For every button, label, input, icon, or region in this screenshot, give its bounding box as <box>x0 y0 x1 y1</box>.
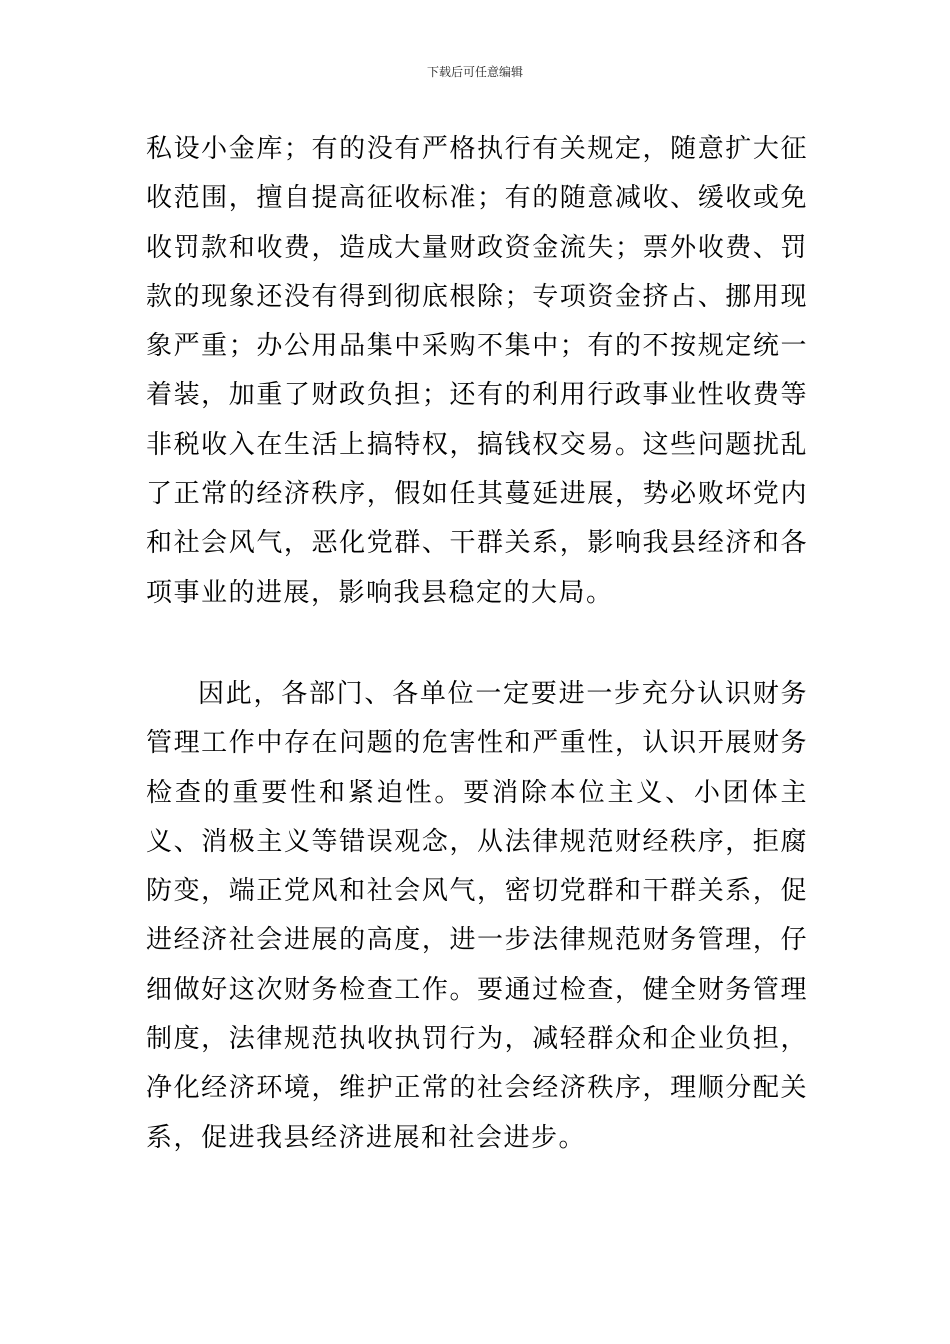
page-header: 下载后可任意编辑 <box>426 65 523 79</box>
paragraph-2: 因此，各部门、各单位一定要进一步充分认识财务管理工作中存在问题的危害性和严重性，认识开展财务检查的重要性和紧迫性。要消除本位主义、小团体主义、消极主义等错误观念，从法律规范财经秩序，拒腐防变，端正党风和社会风气，密切党群和干群关系，促进经济社会进展的高度，进一步法律规范财务管理，仔细做好这次财务检查工作。要通过检查，健全财务管理制度，法律规范执收执罚行为，减轻群众和企业负担，净化经济环境，维护正常的社会经济秩序，理顺分配关系，促进我县经济进展和社会进步。 <box>146 679 808 1153</box>
paragraph-1: 私设小金库；有的没有严格执行有关规定，随意扩大征收范围，擅自提高征收标准；有的随意减收、缓收或免收罚款和收费，造成大量财政资金流失；票外收费、罚款的现象还没有得到彻底根除；专项资金挤占、挪用现象严重；办公用品集中采购不集中；有的不按规定统一着装，加重了财政负担；还有的利用行政事业性收费等非税收入在生活上搞特权，搞钱权交易。这些问题扰乱了正常的经济秩序，假如任其蔓延进展，势必败坏党内和社会风气，恶化党群、干群关系，影响我县经济和各项事业的进展，影响我县稳定的大局。 <box>146 134 808 608</box>
